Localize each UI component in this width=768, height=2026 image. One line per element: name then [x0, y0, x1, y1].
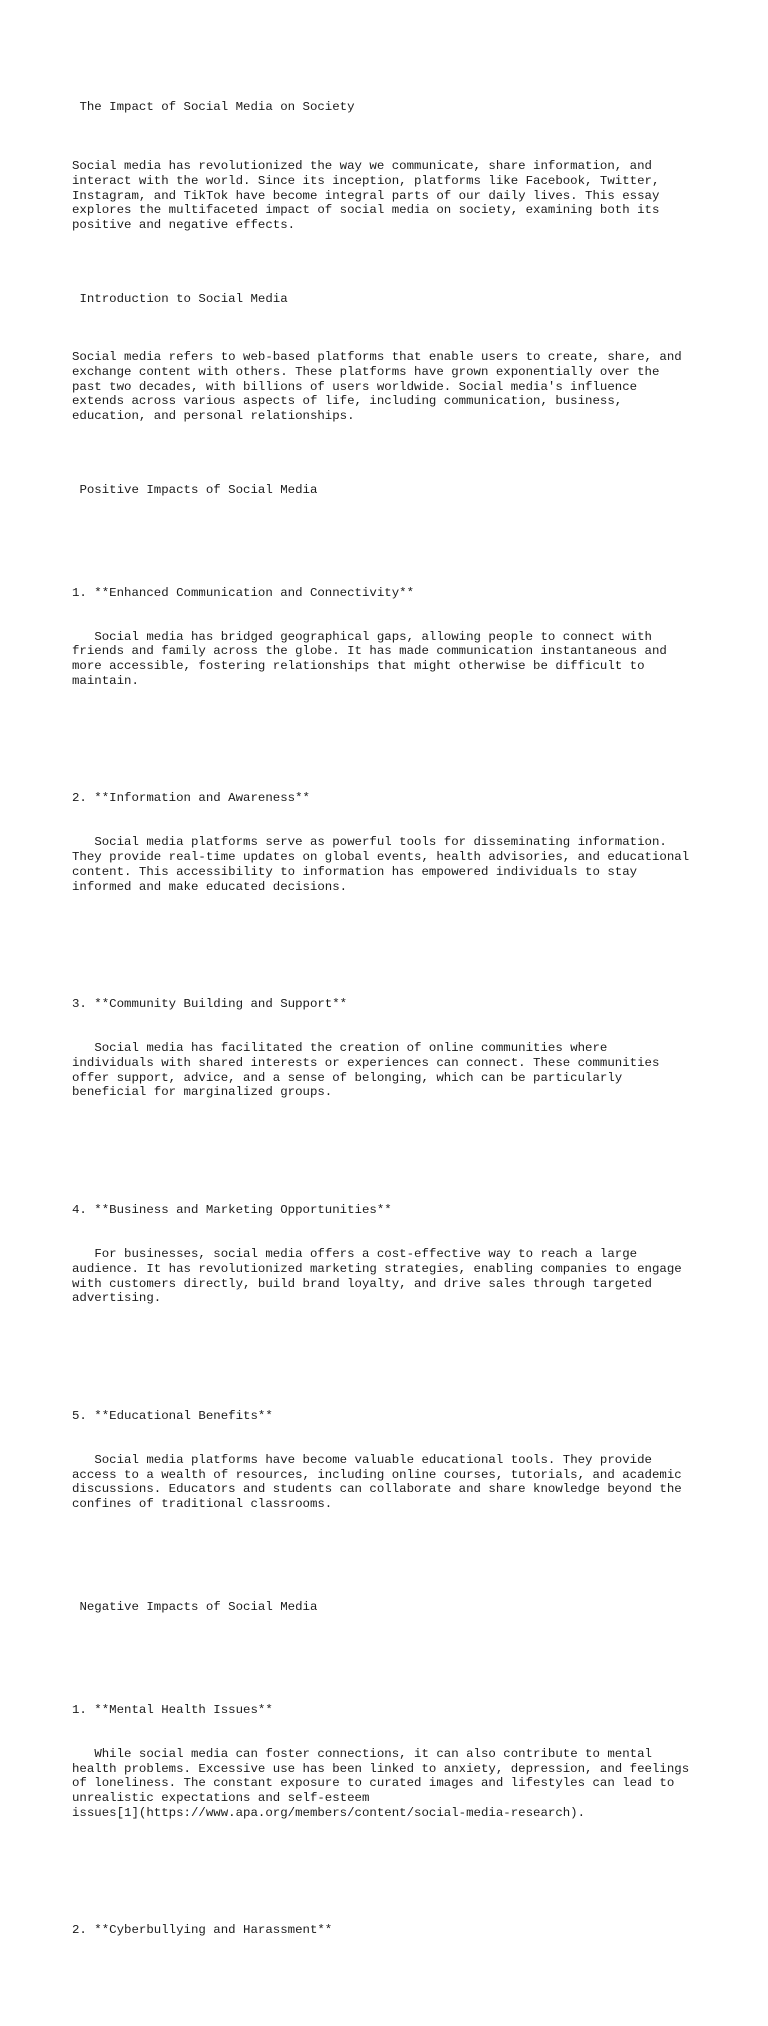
- list-item-title: 2. **Information and Awareness**: [72, 791, 310, 806]
- document-page: [72, 71, 712, 2026]
- list-item-title: 1. **Enhanced Communication and Connectivity**: [72, 585, 415, 600]
- intro-paragraph: Social media has revolutionized the way we communicate, share information, and interact with the world. Since its inception, platforms like Facebook, Twitter, Instagram, and TikTok have become integral parts of our daily lives. This essay explores the multifaceted impact of social media on society, examining both its positive and negative effects.: [72, 159, 660, 233]
- list-item-title: 2. **Cyberbullying and Harassment**: [72, 1923, 333, 1938]
- list-item: [72, 762, 712, 924]
- list-item-body: Social media has facilitated the creation of online communities where individuals with shared interests or experiences can connect. These communities offer support, advice, and a sense of belonging, which can be particularly beneficial for marginalized groups.: [72, 1041, 660, 1100]
- list-item: [72, 556, 712, 718]
- list-item-body: Social media platforms serve as powerful tools for disseminating information. They provide real-time updates on global events, health advisories, and educational content. This accessibility to information has empowered individuals to stay informed and make educated decisions.: [72, 835, 690, 894]
- list-item-body: Social media platforms have become valuable educational tools. They provide access to a wealth of resources, including online courses, tutorials, and academic discussions. Educators and students can collaborate and share knowledge beyond the confines of traditional classrooms.: [72, 1452, 682, 1512]
- section-heading-positive-impacts: Positive Impacts of Social Media: [72, 482, 318, 497]
- list-item-title: 3. **Community Building and Support**: [72, 997, 348, 1012]
- list-item: [72, 1174, 712, 1336]
- document-title: The Impact of Social Media on Society: [72, 100, 355, 115]
- list-item: [72, 1673, 712, 1849]
- list-item: [72, 1894, 712, 1997]
- section-heading-introduction: Introduction to Social Media: [72, 291, 288, 306]
- list-item-body: Social media has bridged geographical gaps, allowing people to connect with friends and family across the globe. It has made communication instantaneous and more accessible, fostering relationships that might otherwise be difficult to maintain.: [72, 629, 667, 688]
- list-item-title: 5. **Educational Benefits**: [72, 1408, 273, 1423]
- list-item-title: 1. **Mental Health Issues**: [72, 1702, 273, 1717]
- list-item: [72, 1379, 712, 1541]
- list-item-body: While social media can foster connections, it can also contribute to mental health problems. Excessive use has been linked to anxiety, depression, and feelings of loneliness. The constant exposure to curated images and lifestyles can lead to unrealistic expectations and self-esteem issues[1](https://www.apa.org/members/content/social-media-research).: [72, 1746, 690, 1820]
- list-item: [72, 968, 712, 1130]
- list-item-title: 4. **Business and Marketing Opportunities**: [72, 1203, 392, 1218]
- introduction-paragraph: Social media refers to web-based platforms that enable users to create, share, and exchange content with others. These platforms have grown exponentially over the past two decades, with billions of users worldwide. Social media's influence extends across various aspects of life, including communication, business, education, and personal relationships.: [72, 350, 682, 424]
- section-heading-negative-impacts: Negative Impacts of Social Media: [72, 1599, 318, 1614]
- list-item-body: For businesses, social media offers a cost-effective way to reach a large audience. It has revolutionized marketing strategies, enabling companies to engage with customers directly, build brand loyalty, and drive sales through targeted advertising.: [72, 1247, 682, 1306]
